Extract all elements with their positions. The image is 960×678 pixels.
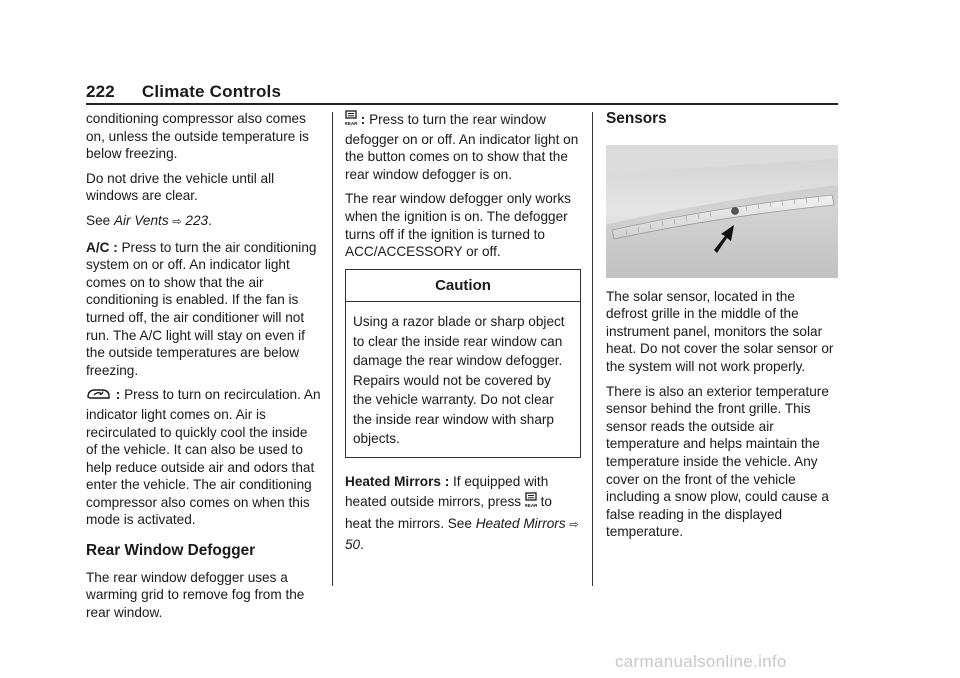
paragraph-solar-sensor: The solar sensor, located in the defrost grille in the middle of the instrument panel, monitors the solar heat. Do not cover the solar sensor or the system will not work properly. xyxy=(606,288,834,374)
recirculation-colon: : xyxy=(112,387,121,403)
svg-text:REAR: REAR xyxy=(345,121,357,126)
chapter-title: Climate Controls xyxy=(141,82,282,101)
heated-mirrors-text-2: to heat the mirrors. See xyxy=(345,493,552,531)
recirculation-icon xyxy=(86,387,112,406)
air-vents-link[interactable]: Air Vents xyxy=(113,212,169,228)
header-rule xyxy=(86,103,838,105)
rear-defog-text: Press to turn the rear window defogger on or off. An indicator light on the button comes on to show that the rear window defogger is on. xyxy=(345,112,579,182)
period: . xyxy=(208,212,212,228)
paragraph-heated-mirrors xyxy=(345,472,581,555)
page-arrow-icon: ⇨ xyxy=(569,518,579,531)
rear-defog-icon xyxy=(345,110,357,131)
heated-mirrors-text-1: If equipped with heated outside mirrors, press xyxy=(345,473,549,509)
page-header xyxy=(86,82,281,102)
column-1 xyxy=(86,110,322,628)
paragraph-windows-clear: Do not drive the vehicle until all windows are clear. xyxy=(86,170,275,204)
svg-text:REAR: REAR xyxy=(524,502,537,508)
column-2 xyxy=(345,110,581,562)
paragraph-recirculation xyxy=(86,386,322,529)
paragraph-rear-defog-button xyxy=(345,110,581,183)
paragraph-defogger-ignition: The rear window defogger only works when the ignition is on. The defogger turns off if the ignition is turned to ACC/ACCESSORY or off. xyxy=(345,191,571,260)
recirculation-text: Press to turn on recirculation. An indicator light comes on. Air is recirculated to quickly cool the inside of the vehicle. It can also be used to help reduce outside air and odors that enter the vehicle. The air conditioning compressor also comes on when this mode is activated. xyxy=(86,387,321,528)
see-text: See xyxy=(86,212,114,228)
solar-sensor-photo xyxy=(606,145,838,278)
page-arrow-icon: ⇨ xyxy=(172,215,182,228)
column-divider-left xyxy=(332,112,333,586)
paragraph-defogger-intro: The rear window defogger uses a warming grid to remove fog from the rear window. xyxy=(86,569,305,620)
caution-title: Caution xyxy=(346,270,580,303)
caution-box xyxy=(345,269,581,458)
paragraph-exterior-sensor: There is also an exterior temperature sensor behind the front grille. This sensor reads the outside air temperature and helps maintain the temperature inside the vehicle. Any cover on the front of the vehicle including a snow plow, could cause a false reading in the displayed temperature. xyxy=(606,383,829,540)
rear-defog-icon xyxy=(525,492,537,514)
paragraph-ac xyxy=(86,239,322,380)
heated-mirrors-link[interactable]: Heated Mirrors xyxy=(475,515,566,531)
page-number: 222 xyxy=(86,82,115,101)
caution-text: Using a razor blade or sharp object to clear the inside rear window can damage the rear window defogger. Repairs would not be covered by the vehicle warranty. Do not clear the inside rear window with sharp objects. xyxy=(353,314,565,447)
rear-defog-colon: : xyxy=(357,112,366,127)
ac-label: A/C : xyxy=(86,239,118,255)
column-3 xyxy=(606,110,838,548)
paragraph-see-air-vents xyxy=(86,212,322,232)
heated-mirrors-label: Heated Mirrors : xyxy=(345,473,450,489)
paragraph-compressor: conditioning compressor also comes on, unless the outside temperature is below freezing. xyxy=(86,111,309,162)
section-title-sensors: Sensors xyxy=(606,110,667,127)
watermark: carmanualsonline.info xyxy=(615,652,787,671)
period: . xyxy=(360,536,364,552)
column-divider-right xyxy=(592,112,593,586)
ac-text: Press to turn the air conditioning system on or off. An indicator light comes on to show that the air conditioning is enabled. If the fan is turned off, the air conditioner will not run. The A/C light will stay on even if the outside temperatures are below freezing. xyxy=(86,239,317,378)
section-title-rear-window-defogger: Rear Window Defogger xyxy=(86,542,256,560)
air-vents-page[interactable]: 223 xyxy=(185,212,209,228)
heated-mirrors-page[interactable]: 50 xyxy=(345,536,361,552)
